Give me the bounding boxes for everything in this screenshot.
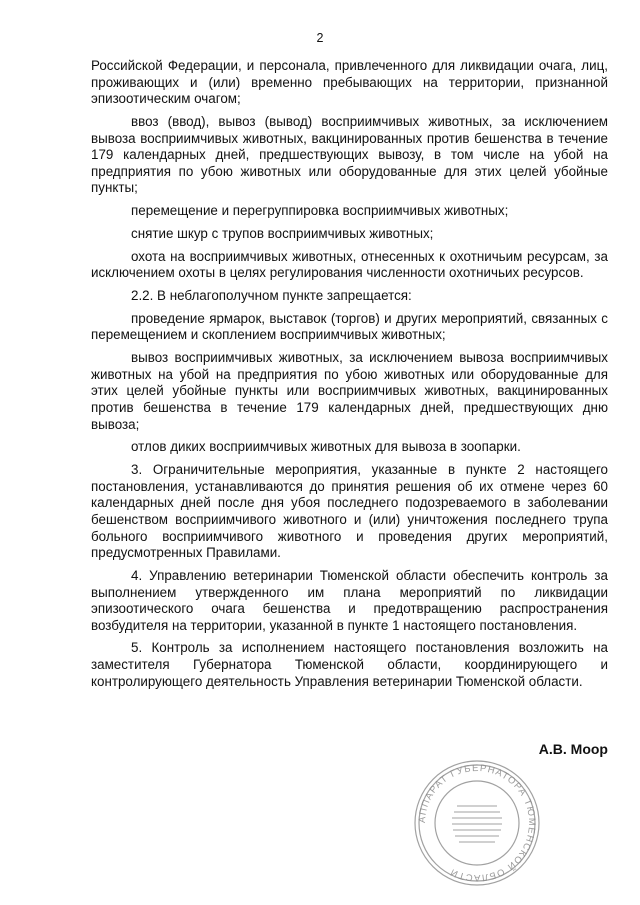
paragraph: охота на восприимчивых животных, отнесенных к охотничьим ресурсам, за исключением охоты в целях регулирования численности охотничьих ресурсов. — [91, 248, 608, 281]
paragraph: Российской Федерации, и персонала, привлеченного для ликвидации очага, лиц, проживающих и (или) временно пребывающих на территории, признанной эпизоотическим очагом; — [91, 58, 608, 107]
paragraph: 5. Контроль за исполнением настоящего постановления возложить на заместителя Губернатора Тюменской области, координирующего и контролирующего деятельность Управления ветеринарии Тюменской области. — [91, 640, 608, 689]
paragraph: вывоз восприимчивых животных, за исключением вывоза восприимчивых животных на убой на предприятия по убою животных или оборудованные для этих целей убойные пункты или восприимчивых животных, вакцинированных против бешенства в течение 179 календарных дней, предшествующих дню вывоза; — [91, 350, 608, 432]
paragraph: отлов диких восприимчивых животных для вывоза в зоопарки. — [131, 439, 521, 455]
paragraph: 4. Управлению ветеринарии Тюменской области обеспечить контроль за выполнением утвержденного им плана мероприятий по ликвидации эпизоотического очага бешенства и предотвращению распространения возбудителя на территории, указанной в пункте 1 настоящего постановления. — [91, 567, 608, 633]
svg-text:АППАРАТ ГУБЕРНАТОРА ТЮМЕНСКОЙ: АППАРАТ ГУБЕРНАТОРА ТЮМЕНСКОЙ ОБЛАСТИ — [416, 762, 538, 884]
paragraph: 3. Ограничительные мероприятия, указанные в пункте 2 настоящего постановления, устанавливаются до принятия решения об их отмене через 60 календарных дней после дня убоя последнего подозреваемого в заболевании бешенством восприимчивого животного и (или) уничтожения последнего трупа больного восприимчивого животного и проведения других мероприятий, предусмотренных Правилами. — [91, 462, 608, 561]
page-number: 2 — [316, 31, 324, 45]
paragraph: перемещение и перегруппировка восприимчивых животных; — [131, 203, 509, 219]
official-stamp — [412, 758, 542, 888]
document-body — [91, 58, 608, 696]
paragraph: 2.2. В неблагополучном пункте запрещается: — [131, 288, 412, 304]
paragraph: проведение ярмарок, выставок (торгов) и других мероприятий, связанных с перемещением и скоплением восприимчивых животных; — [91, 310, 608, 343]
paragraph: снятие шкур с трупов восприимчивых животных; — [131, 225, 434, 241]
signature-name: А.В. Моор — [538, 741, 608, 757]
paragraph: ввоз (ввод), вывоз (вывод) восприимчивых животных, за исключением вывоза восприимчивых животных, вакцинированных против бешенства в течение 179 календарных дней, предшествующих вывозу, в том числе на убой на предприятия по убою животных или оборудованные для этих целей убойные пункты; — [91, 113, 608, 196]
